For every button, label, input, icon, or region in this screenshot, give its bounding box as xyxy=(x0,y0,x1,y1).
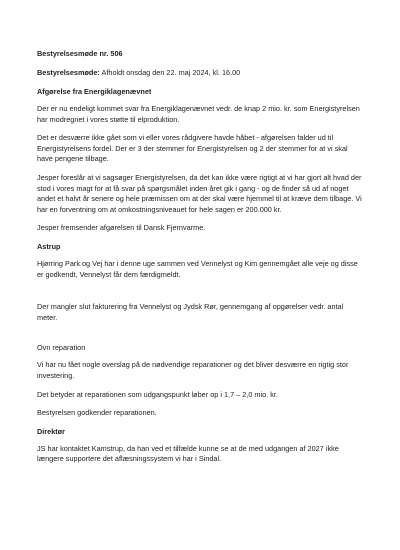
section-heading-ovn-reparation: Ovn reparation xyxy=(37,343,86,353)
meeting-label: Bestyrelsesmøde: xyxy=(37,68,100,77)
document-title: Bestyrelsesmøde nr. 506 xyxy=(37,49,123,58)
spacer xyxy=(37,331,364,343)
paragraph: Bestyrelsen godkender reparationen. xyxy=(37,408,157,418)
section-heading-energiklagenaevnet: Afgørelse fra Energiklagenævnet xyxy=(37,87,152,96)
section-heading-astrup: Astrup xyxy=(37,241,61,251)
meeting-info xyxy=(37,68,364,78)
spacer xyxy=(37,288,364,302)
meeting-details: Afholdt onsdag den 22. maj 2024, kl. 16.00 xyxy=(99,68,241,77)
section-ovn-reparation xyxy=(37,343,364,418)
section-astrup xyxy=(37,242,364,323)
section-energiklagenaevnet xyxy=(37,87,364,234)
paragraph: Det er desværre ikke gået som vi eller vores rådgivere havde håbet - afgørelsen falder ud til Energistyrelsens fordel. Der er 3 der stemmer for Energistyrelsen og 2 der stemmer for at vi skal have pengene tilbage. xyxy=(37,133,348,164)
paragraph: Jesper foreslår at vi sagsøger Energistyrelsen, da det kan ikke være rigtigt at vi har gjort alt hvad der stod i vores magt for at få svar på spørgsmålet inden året gik i gang - og de finder så ud af noget andet et halvt år senere og hele præmissen om at der skal være hjemmel til at kræve dem tilbage. Vi har en forventning om at omkostningsniveauet for hele sagen er 200.000 kr. xyxy=(37,172,362,214)
section-direktor xyxy=(37,427,364,465)
paragraph: Hjørring Park og Vej har i denne uge sammen ved Vennelyst og Kim gennemgået alle veje og disse er godkendt, Vennelyst får dem færdigmeldt. xyxy=(37,258,358,279)
paragraph: Det betyder at reparationen som udgangspunkt løber op i 1,7 – 2,0 mio. kr. xyxy=(37,389,278,399)
paragraph: Der mangler slut fakturering fra Vennelyst og Jydsk Rør, gennemgang af opgørelser vedr. antal meter. xyxy=(37,302,344,322)
paragraph: Der er nu endeligt kommet svar fra Energiklagenævnet vedr. de knap 2 mio. kr. som Energistyrelsen har modregnet i vores støtte til elproduktion. xyxy=(37,104,360,124)
section-heading-direktor: Direktør xyxy=(37,426,65,436)
paragraph: Vi har nu fået nogle overslag på de nødvendige reparationer og det bliver desværre en rigtig stor investering. xyxy=(37,360,349,380)
paragraph: JS har kontaktet Kamstrup, da han ved et tilfælde kunne se at de med udgangen af 2027 ikke længere supportere det aflæsningssystem vi har i Sindal. xyxy=(37,443,339,464)
paragraph: Jesper fremsender afgørelsen til Dansk Fjernvarme. xyxy=(37,223,206,233)
